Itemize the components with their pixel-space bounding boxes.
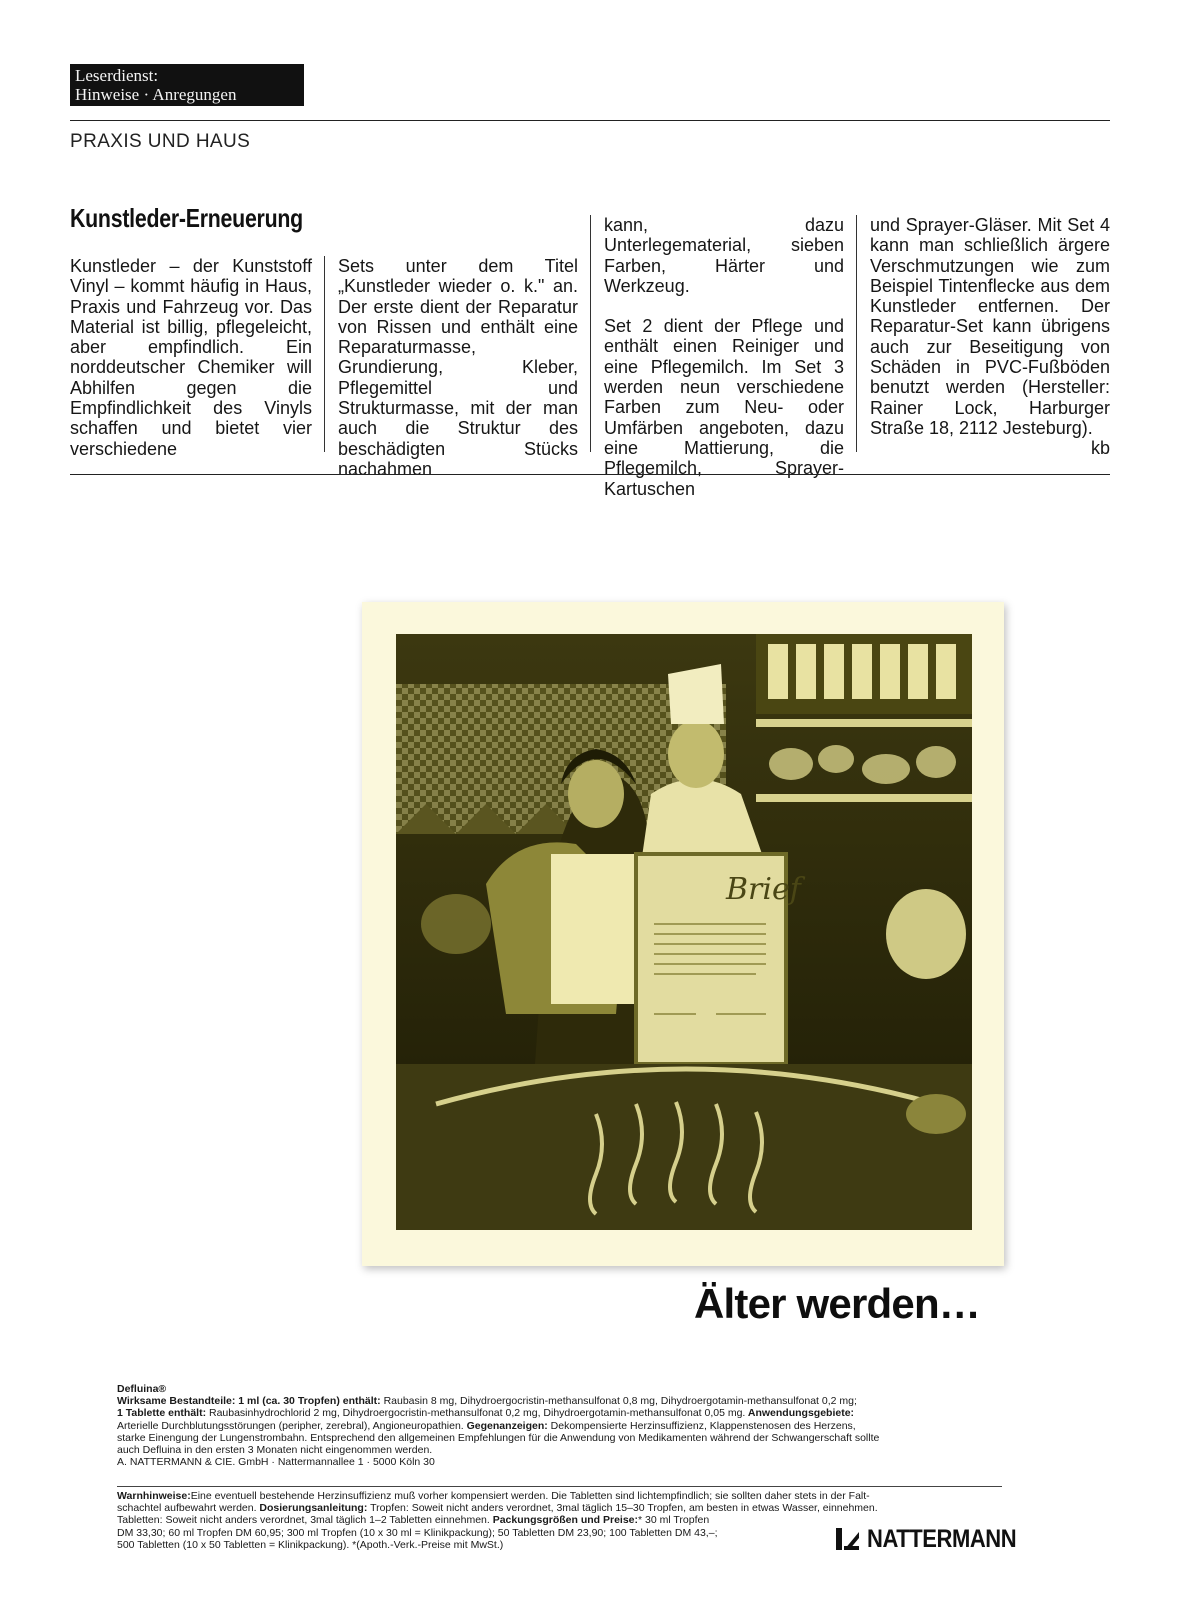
leserdienst-tag <box>70 64 304 106</box>
contraindications-text-2: starke Einengung der Lungenstrombahn. Entsprechend den allgemeinen Empfehlungen für die Anwendung von Medikamenten während der Schwangerschaft sollte <box>117 1431 880 1444</box>
warnings-text: Eine eventuell bestehende Herzinsuffizienz muß vorher kompensiert werden. Die Tabletten sind lichtempfindlich; sie sollten daher stets in der Falt- <box>190 1490 870 1502</box>
ingredients-text: Raubasin 8 mg, Dihydroergocristin-methansulfonat 0,8 mg, Dihydroergotamin-methansulfonat 0,2 mg; <box>380 1395 857 1408</box>
tag-line-2: Hinweise · Anregungen <box>75 85 237 104</box>
column-1-text: Kunstleder – der Kunststoff Vinyl – kommt häufig in Haus, Praxis und Fahrzeug vor. Das Material ist billig, pflegeleicht, aber empfindlich. Ein norddeutscher Chemiker will Abhilfen gegen die Empfindlichkeit des Vinyls schaffen und bietet vier verschiedene <box>70 256 312 459</box>
ad-slogan: Älter werden… <box>694 1280 980 1327</box>
column-divider <box>856 215 857 452</box>
dosage-text: Tropfen: Soweit nicht anders verordnet, 3mal täglich 15–30 Tropfen, am besten in etwas Wasser, einnehmen. <box>367 1502 878 1515</box>
bottom-rule <box>70 474 1110 475</box>
tablet-text: Raubasinhydrochlorid 2 mg, Dihydroergocristin-methansulfonat 0,2 mg, Dihydroergotamin-methansulfonat 0,05 mg. <box>206 1407 746 1420</box>
warnings-label: Warnhinweise: <box>117 1490 191 1502</box>
warnings-text-2: schachtel aufbewahrt werden. <box>117 1502 257 1515</box>
contraindications-text-3: auch Defluina in den ersten 3 Monaten nicht eingenommen werden. <box>117 1444 433 1457</box>
article-column-2 <box>338 256 578 479</box>
tag-line-1: Leserdienst: <box>75 66 159 85</box>
contraindications-label: Gegenanzeigen: <box>463 1419 548 1432</box>
dosage-text-2: Tabletten: Soweit nicht anders verordnet, 3mal täglich 1–2 Tabletten einnehmen. <box>117 1514 490 1527</box>
article-headline: Kunstleder-Erneuerung <box>70 203 303 233</box>
indications-text: Arterielle Durchblutungsstörungen (peripher, zerebral), Angioneuropathien. <box>117 1419 464 1432</box>
article-column-4 <box>870 215 1110 459</box>
bakery-photo <box>396 634 972 1230</box>
article-column-3 <box>604 215 844 499</box>
tablet-label: 1 Tablette enthält: <box>117 1407 207 1420</box>
column-divider <box>590 215 591 452</box>
manufacturer-address: A. NATTERMANN & CIE. GmbH · Nattermannallee 1 · 5000 Köln 30 <box>117 1456 435 1469</box>
section-title: PRAXIS UND HAUS <box>70 131 251 152</box>
article-column-1 <box>70 256 312 459</box>
contraindications-text: Dekompensierte Herzinsuffizienz, Klappenstenosen des Herzens, <box>547 1419 856 1432</box>
prices-text-3: 500 Tabletten (10 x 50 Tabletten = Klinikpackung). *(Apoth.-Verk.-Preise mit MwSt.) <box>117 1538 504 1551</box>
nattermann-logo-icon <box>835 1526 861 1552</box>
indications-label: Anwendungsgebiete: <box>745 1407 855 1420</box>
author-initials: kb <box>1090 438 1110 459</box>
prices-label: Packungsgrößen und Preise: <box>489 1514 638 1527</box>
certificate-script: Brief <box>726 872 801 907</box>
product-name: Defluina® <box>117 1383 167 1395</box>
prices-text: * 30 ml Tropfen <box>638 1514 710 1527</box>
logo-text: NATTERMANN <box>867 1524 1017 1553</box>
column-2-text: Sets unter dem Titel „Kunstleder wieder o. k." an. Der erste dient der Reparatur von Rissen und enthält eine Reparaturmasse, Grundierung, Kleber, Pflegemittel und Strukturmasse, mit der man auch die Struktur des beschädigten Stücks nachahmen <box>338 256 578 479</box>
top-rule <box>70 120 1110 121</box>
column-3-para-2: Set 2 dient der Pflege und enthält einen Reiniger und eine Pflegemilch. Im Set 3 werden neun verschiedene Farben zum Neu- oder Umfärben angeboten, dazu eine Mattierung, die Pflegemilch, Sprayer-Kartuschen <box>604 316 844 499</box>
nattermann-logo <box>835 1525 1037 1553</box>
ingredients-label: Wirksame Bestandteile: 1 ml (ca. 30 Tropfen) enthält: <box>117 1395 381 1408</box>
column-3-para-1: kann, dazu Unterlegematerial, sieben Farben, Härter und Werkzeug. <box>604 215 844 296</box>
column-divider <box>324 256 325 452</box>
dosage-label: Dosierungsanleitung: <box>256 1502 368 1515</box>
prices-text-2: DM 33,30; 60 ml Tropfen DM 60,95; 300 ml Tropfen (10 x 30 ml = Klinikpackung); 50 Tabletten DM 23,90; 100 Tabletten DM 43,–; <box>117 1526 718 1539</box>
pharma-info <box>117 1383 1002 1468</box>
column-4-text: und Sprayer-Gläser. Mit Set 4 kann man schließlich ärgere Verschmutzungen wie zum Beispiel Tintenflecke aus dem Kunstleder entfernen. Der Reparatur-Set kann übrigens auch zur Beseitigung von Schäden in PVC-Fußböden benutzt werden (Hersteller: Rainer Lock, Harburger Straße 18, 2112 Jesteburg). <box>870 215 1110 438</box>
fine-print-divider <box>117 1486 1002 1487</box>
